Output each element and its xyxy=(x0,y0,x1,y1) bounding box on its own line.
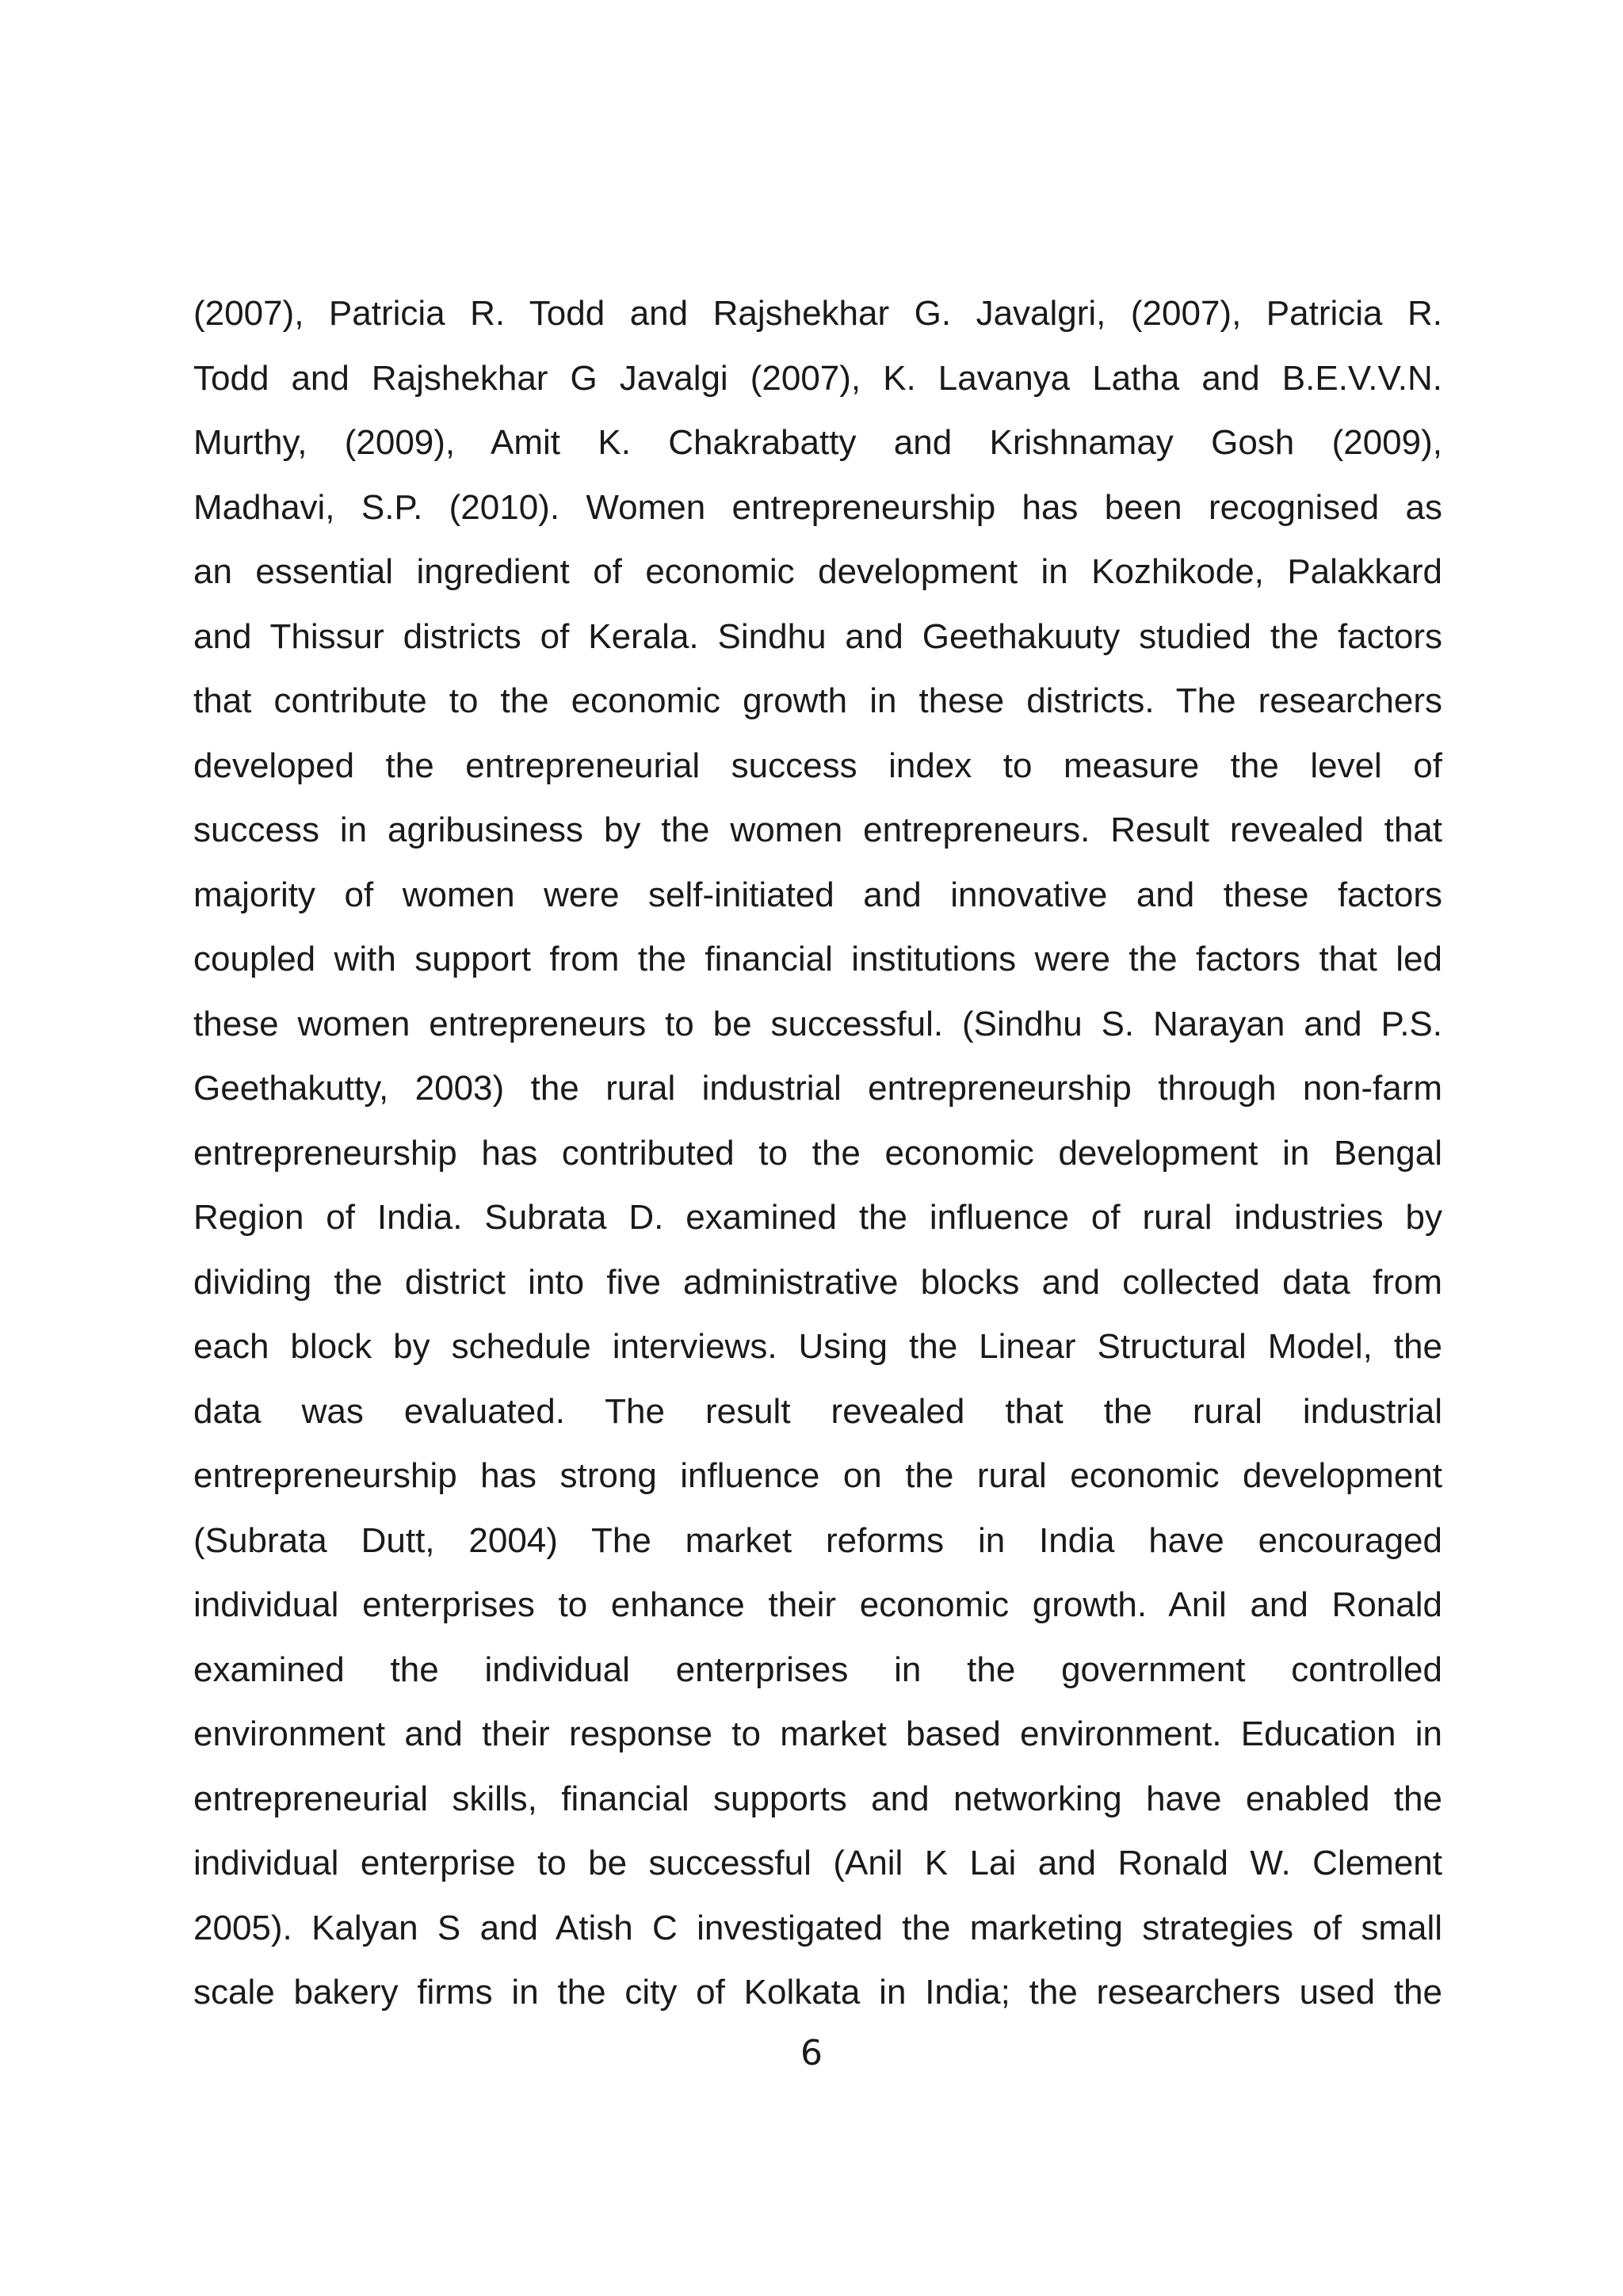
text-line: Geethakutty, 2003) the rural industrial entrepreneurship through non-farm xyxy=(193,1069,1442,1108)
body-paragraph xyxy=(193,281,1442,2025)
text-line: entrepreneurship has contributed to the economic development in Bengal xyxy=(193,1133,1442,1173)
text-line: these women entrepreneurs to be successful. (Sindhu S. Narayan and P.S. xyxy=(193,1004,1442,1043)
text-line: examined the individual enterprises in the government controlled xyxy=(193,1650,1442,1689)
text-line: data was evaluated. The result revealed that the rural industrial xyxy=(193,1391,1442,1431)
text-line: coupled with support from the financial institutions were the factors that led xyxy=(193,940,1442,978)
text-line: developed the entrepreneurial success index to measure the level of xyxy=(193,746,1442,785)
text-line: (Subrata Dutt, 2004) The market reforms in India have encouraged xyxy=(193,1520,1442,1560)
text-line: entrepreneurship has strong influence on the rural economic development xyxy=(193,1456,1442,1495)
text-line: and Thissur districts of Kerala. Sindhu and Geethakuuty studied the factors xyxy=(193,616,1442,656)
page-number: 6 xyxy=(800,2033,823,2073)
text-line: each block by schedule interviews. Using the Linear Structural Model, the xyxy=(193,1327,1442,1366)
text-line: that contribute to the economic growth in these districts. The researchers xyxy=(193,681,1442,720)
text-line: individual enterprises to enhance their economic growth. Anil and Ronald xyxy=(193,1585,1442,1624)
text-line: Murthy, (2009), Amit K. Chakrabatty and Krishnamay Gosh (2009), xyxy=(193,423,1442,462)
text-line: environment and their response to market based environment. Education in xyxy=(193,1714,1442,1753)
text-line: 2005). Kalyan S and Atish C investigated the marketing strategies of small xyxy=(193,1908,1442,1947)
text-line: success in agribusiness by the women entrepreneurs. Result revealed that xyxy=(193,810,1442,849)
text-line: (2007), Patricia R. Todd and Rajshekhar G. Javalgri, (2007), Patricia R. xyxy=(193,294,1442,333)
text-line: entrepreneurial skills, financial supports and networking have enabled the xyxy=(193,1779,1442,1818)
text-line: Madhavi, S.P. (2010). Women entrepreneurship has been recognised as xyxy=(193,487,1442,527)
text-line: scale bakery firms in the city of Kolkata in India; the researchers used the xyxy=(193,1973,1442,2012)
text-line: Todd and Rajshekhar G Javalgi (2007), K. Lavanya Latha and B.E.V.V.N. xyxy=(193,358,1442,398)
text-line: dividing the district into five administrative blocks and collected data from xyxy=(193,1262,1442,1302)
text-line: an essential ingredient of economic development in Kozhikode, Palakkard xyxy=(193,552,1442,591)
text-line: majority of women were self-initiated and innovative and these factors xyxy=(193,875,1442,914)
text-line: individual enterprise to be successful (Anil K Lai and Ronald W. Clement xyxy=(193,1844,1442,1882)
text-line: Region of India. Subrata D. examined the influence of rural industries by xyxy=(193,1198,1442,1237)
